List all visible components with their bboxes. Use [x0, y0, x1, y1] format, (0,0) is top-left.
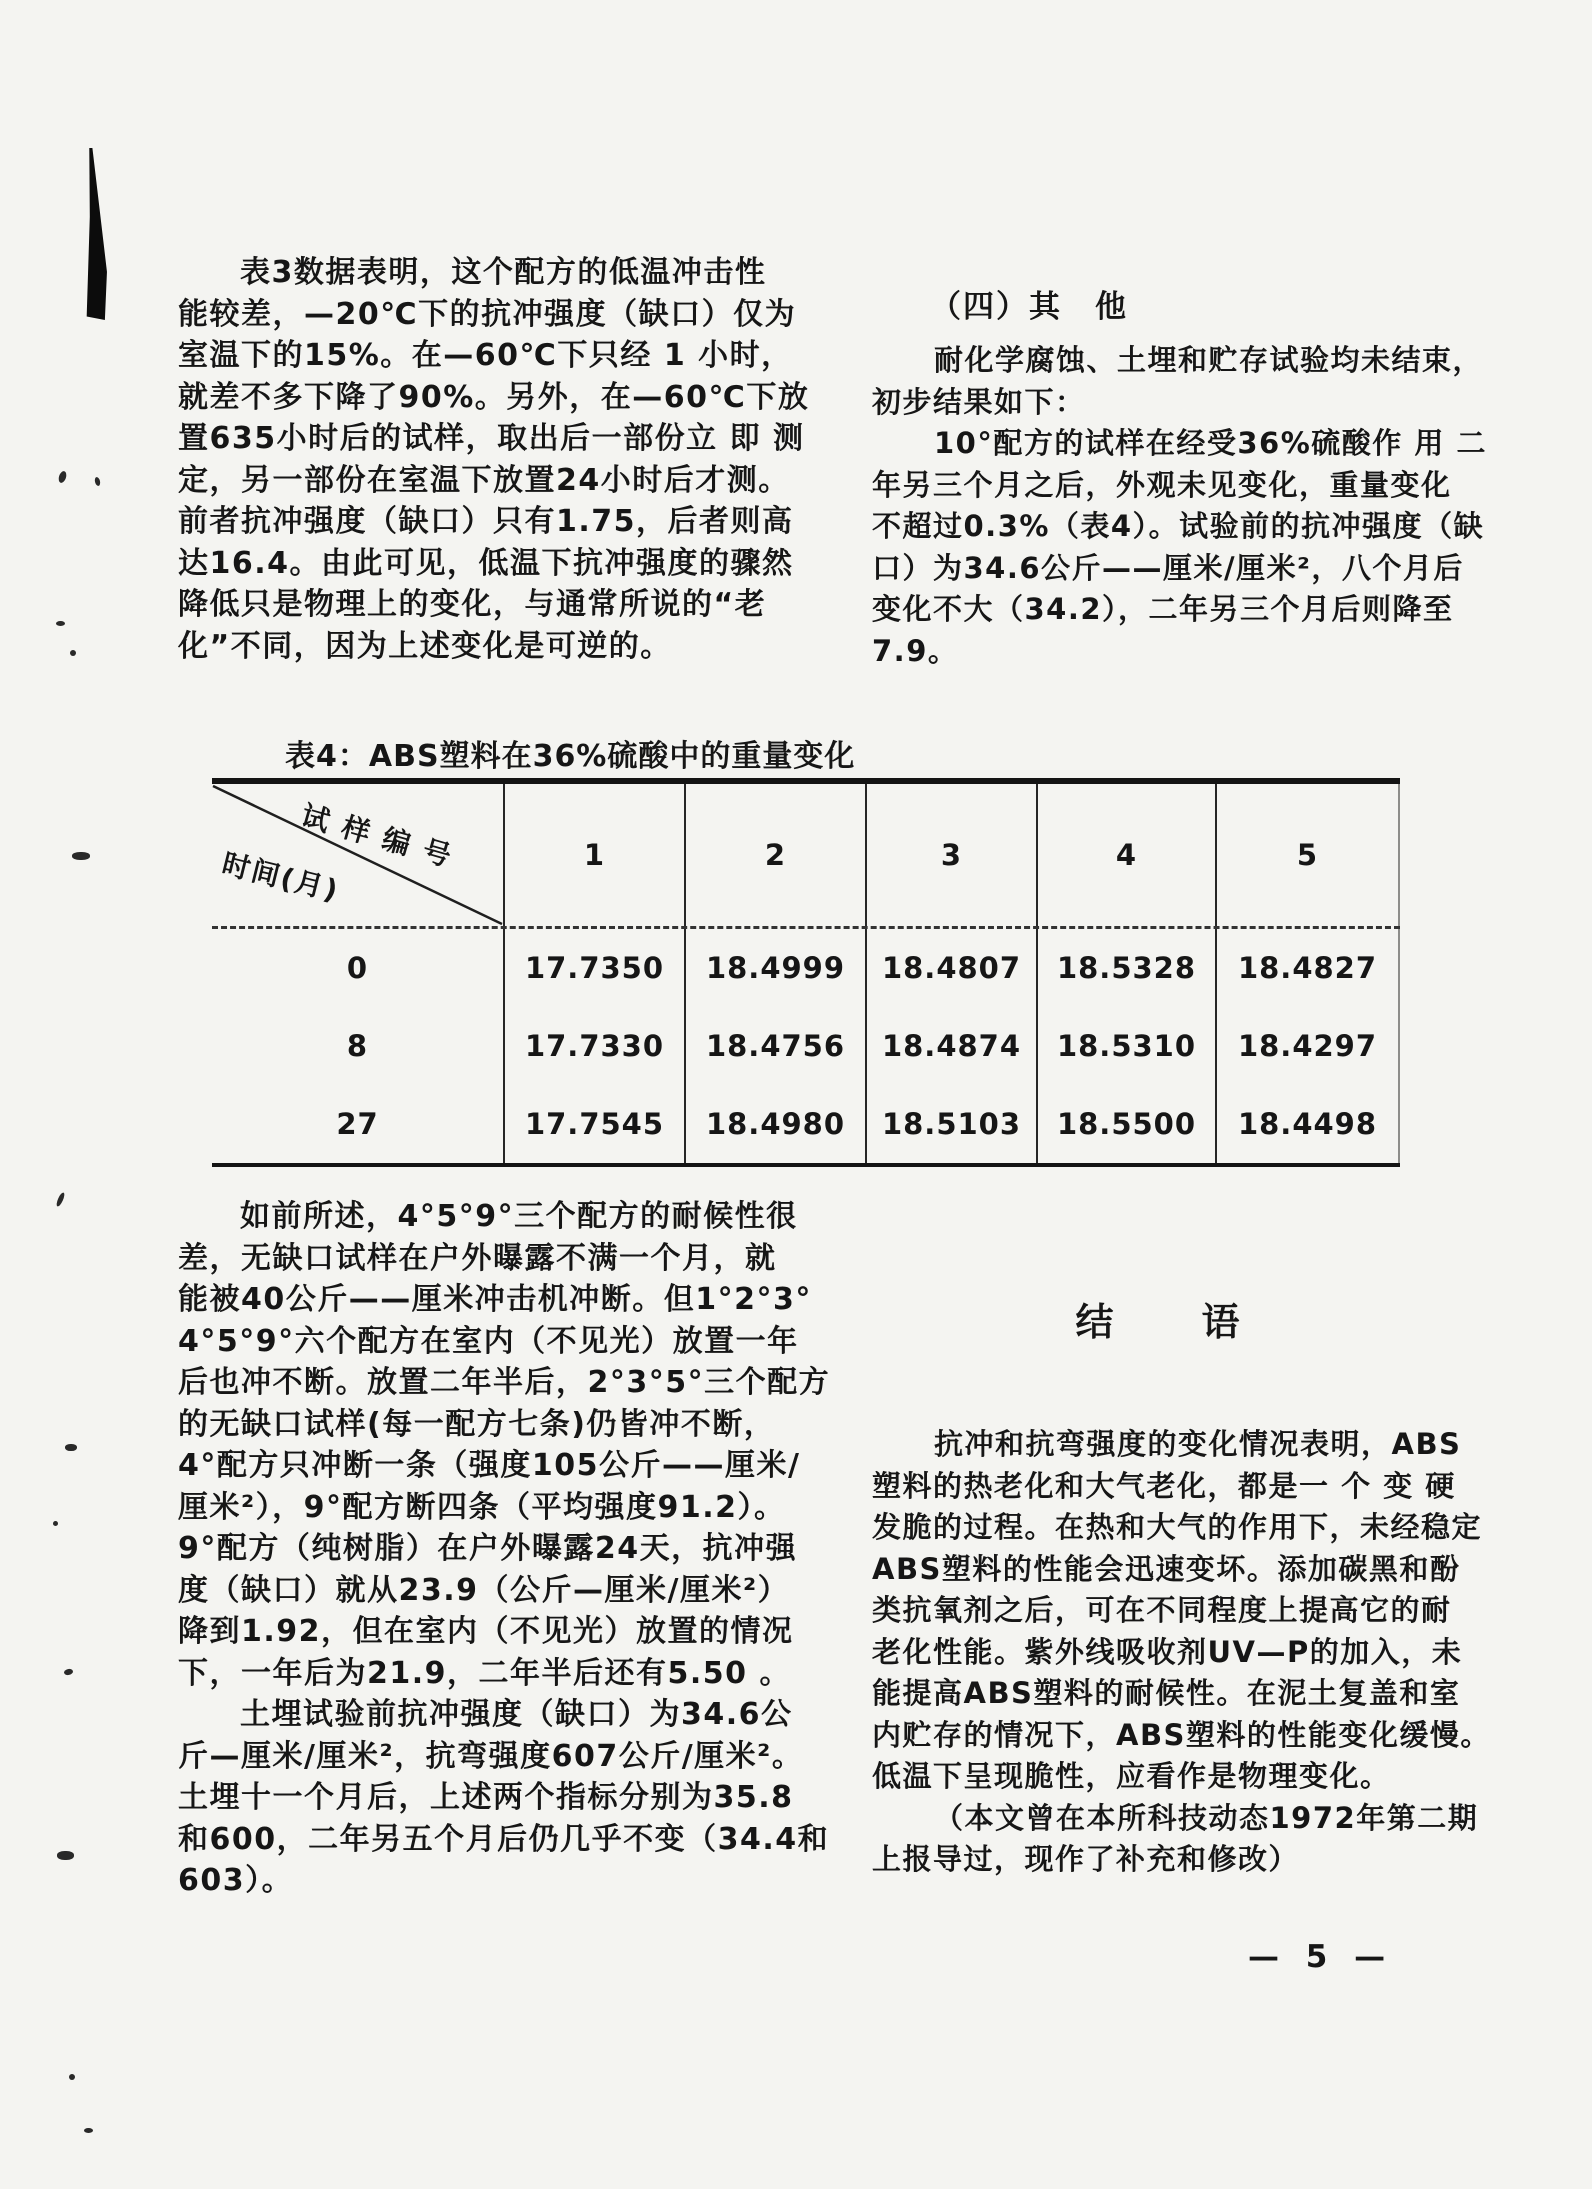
scan-artifact [55, 1192, 66, 1208]
data-cell: 18.4980 [684, 1085, 865, 1163]
conclusion-heading-wrap [872, 1291, 1447, 1346]
paragraph-weathering-burial [178, 1196, 831, 1902]
text-line: 内贮存的情况下，ABS塑料的性能变化缓慢。 [872, 1717, 1491, 1752]
text-line: 后也冲不断。放置二年半后，2°3°5°三个配方 [178, 1365, 831, 1400]
data-cell: 18.4498 [1215, 1085, 1400, 1163]
column-header: 4 [1036, 784, 1215, 926]
text-line: 土埋十一个月后，上述两个指标分别为35.8 [178, 1780, 794, 1815]
text-line: 度（缺口）就从23.9（公斤—厘米/厘米²） [178, 1572, 790, 1608]
scan-artifact [53, 1521, 58, 1526]
text-line: 9°配方（纯树脂）在户外曝露24天，抗冲强 [178, 1531, 798, 1566]
row-time-cell: 8 [346, 1029, 369, 1063]
text-line: 和600，二年另五个月后仍几乎不变（34.4和 [178, 1821, 830, 1857]
text-line: ABS塑料的性能会迅速变坏。添加碳黑和酚 [872, 1551, 1461, 1586]
text-line: 能被40公斤——厘米冲击机冲断。但1°2°3° [178, 1282, 812, 1317]
table-header-row [212, 784, 1400, 929]
text-line: 如前所述，4°5°9°三个配方的耐候性很 [240, 1199, 798, 1234]
data-cell: 17.7330 [503, 1007, 684, 1085]
text-line: 化”不同，因为上述变化是可逆的。 [178, 628, 672, 664]
text-line: 下，一年后为21.9，二年半后还有5.50 。 [178, 1655, 791, 1691]
scan-artifact [84, 2128, 93, 2133]
paragraph-low-temp-impact [178, 252, 822, 667]
conclusion-paragraph [872, 1424, 1491, 1881]
corner-label-time-months: 时间(月) [218, 846, 343, 908]
corner-label-sample-number: 试样编号 [297, 798, 469, 877]
text-line: 4°配方只冲断一条（强度105公斤——厘米/ [178, 1448, 801, 1483]
row-time-cell: 27 [336, 1107, 379, 1141]
section-heading: （四）其 他 [930, 289, 1128, 325]
scan-artifact [70, 650, 76, 656]
text-line: 发脆的过程。在热和大气的作用下，未经稳定 [872, 1510, 1483, 1544]
text-line: 达16.4。由此可见，低温下抗冲强度的骤然 [178, 545, 794, 581]
text-line: 的无缺口试样(每一配方七条)仍皆冲不断， [178, 1406, 776, 1442]
data-cell: 18.4807 [865, 929, 1036, 1007]
text-line: 不超过0.3%（表4）。试验前的抗冲强度（缺 [872, 509, 1485, 543]
scan-artifact [69, 2074, 75, 2080]
text-line: （本文曾在本所科技动态1972年第二期 [934, 1800, 1479, 1835]
text-line: 类抗氧剂之后，可在不同程度上提高它的耐 [872, 1593, 1452, 1627]
text-line: 7.9。 [872, 633, 959, 668]
column-header: 2 [684, 784, 865, 926]
text-line: 降到1.92，但在室内（不见光）放置的情况 [178, 1614, 794, 1649]
data-cell: 18.4827 [1215, 929, 1400, 1007]
data-cell: 18.4756 [684, 1007, 865, 1085]
text-line: 室温下的15%。在—60℃下只经 1 小时， [178, 338, 793, 373]
column-header: 3 [865, 784, 1036, 926]
scan-artifact [63, 1668, 73, 1676]
table-row [212, 1007, 1400, 1085]
table-4 [212, 778, 1400, 1167]
data-cell: 18.5500 [1036, 1085, 1215, 1163]
text-line: 厘米²），9°配方断四条（平均强度91.2）。 [178, 1489, 786, 1525]
text-line: 表3数据表明，这个配方的低温冲击性 [240, 255, 767, 290]
text-line: 4°5°9°六个配方在室内（不见光）放置一年 [178, 1323, 799, 1359]
scan-artifact [72, 852, 90, 860]
scan-artifact [94, 477, 101, 487]
text-line: 土埋试验前抗冲强度（缺口）为34.6公 [240, 1697, 793, 1732]
text-line: 抗冲和抗弯强度的变化情况表明，ABS [934, 1427, 1462, 1461]
text-line: 置635小时后的试样，取出后一部份立 即 测 [178, 421, 805, 456]
scan-artifact [57, 470, 67, 484]
section-four-others [872, 281, 1487, 672]
table-corner-cell [212, 784, 503, 926]
text-line: 塑料的热老化和大气老化，都是一 个 变 硬 [872, 1468, 1456, 1503]
data-cell: 18.5103 [865, 1085, 1036, 1163]
conclusion-heading: 结 语 [1075, 1300, 1244, 1344]
scan-artifact [82, 148, 108, 320]
data-cell: 18.4874 [865, 1007, 1036, 1085]
row-time-cell: 0 [346, 951, 369, 985]
text-line: 定，另一部份在室温下放置24小时后才测。 [178, 462, 790, 498]
page-number: — 5 — [1248, 1939, 1394, 1975]
text-line: 就差不多下降了90%。另外，在—60℃下放 [178, 379, 810, 415]
table-row [212, 929, 1400, 1007]
column-header: 5 [1215, 784, 1400, 926]
text-line: 斤—厘米/厘米²，抗弯强度607公斤/厘米²。 [178, 1738, 804, 1774]
scan-artifact [57, 1851, 74, 1860]
text-line: 能提高ABS塑料的耐候性。在泥土复盖和室 [872, 1676, 1461, 1710]
text-line: 口）为34.6公斤——厘米/厘米²，八个月后 [872, 550, 1464, 585]
data-cell: 18.5310 [1036, 1007, 1215, 1085]
text-line: 差，无缺口试样在户外曝露不满一个月，就 [178, 1240, 777, 1276]
data-cell: 18.5328 [1036, 929, 1215, 1007]
table-row [212, 1085, 1400, 1163]
data-cell: 18.4999 [684, 929, 865, 1007]
data-cell: 17.7545 [503, 1085, 684, 1163]
text-line: 前者抗冲强度（缺口）只有1.75，后者则高 [178, 504, 794, 539]
text-line: 初步结果如下： [872, 384, 1086, 419]
table-4-title: 表4：ABS塑料在36%硫酸中的重量变化 [285, 739, 856, 774]
text-line: 10°配方的试样在经受36%硫酸作 用 二 [934, 426, 1487, 460]
text-line: 耐化学腐蚀、土埋和贮存试验均未结束， [934, 343, 1484, 377]
data-cell: 18.4297 [1215, 1007, 1400, 1085]
data-cell: 17.7350 [503, 929, 684, 1007]
text-line: 上报导过，现作了补充和修改） [872, 1842, 1300, 1876]
text-line: 低温下呈现脆性，应看作是物理变化。 [872, 1759, 1391, 1793]
scan-artifact [65, 1444, 77, 1451]
column-header: 1 [503, 784, 684, 926]
text-line: 年另三个月之后，外观未见变化，重量变化 [872, 467, 1452, 502]
text-line: 变化不大（34.2），二年另三个月后则降至 [872, 592, 1454, 626]
text-line: 降低只是物理上的变化，与通常所说的“老 [178, 587, 767, 622]
text-line: 能较差，—20℃下的抗冲强度（缺口）仅为 [178, 296, 797, 332]
text-line: 老化性能。紫外线吸收剂UV—P的加入，未 [872, 1634, 1463, 1669]
text-line: 603）。 [178, 1863, 294, 1898]
scan-artifact [56, 621, 65, 626]
